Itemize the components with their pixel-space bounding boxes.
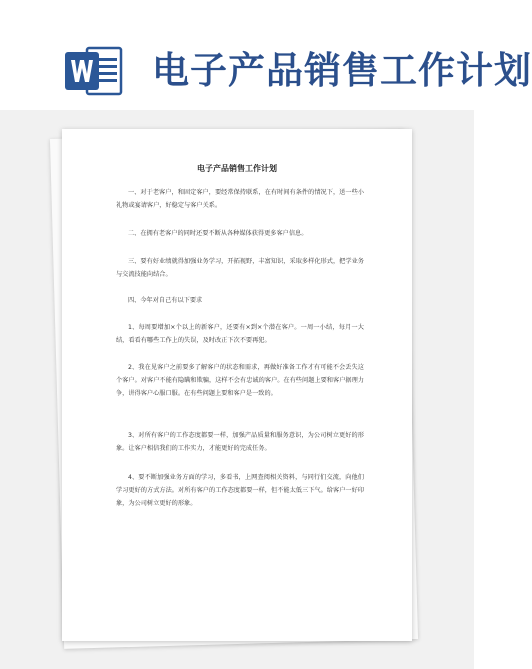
header-banner [0, 0, 532, 120]
banner-title: 电子产品销售工作计划 [152, 49, 532, 92]
paragraph-7: 3、对所有客户的工作态度都要一样，加强产品质量和服务意识，为公司树立更好的形象。让客户相信我们的工作实力，才能更好的完成任务。 [116, 432, 364, 452]
paragraph-8: 4、要不断加强业务方面的学习，多看书，上网查阅相关资料，与同行们交流，向他们学习更好的方式方法。对所有客户的工作态度都要一样，但不能太低三下气。给客户一好印象，为公司树立更好的形象。 [116, 474, 364, 507]
paragraph-3: 三、要有好业绩就得加强业务学习，开拓视野，丰富知识，采取多样化形式，把学业务与交流技能向结合。 [116, 258, 364, 278]
paragraph-6: 2、我在见客户之前要多了解客户的状态和需求，再做好准备工作才有可能不会丢失这个客户。对客户不能有隐瞒和欺骗，这样不会有忠诚的客户。在有些问题上要和客户据理力争，讲得客户心服口服。在有些问题上要和客户是一致的。 [116, 364, 364, 397]
paragraph-2: 二、在拥有老客户的同时还要不断从各种媒体获得更多客户信息。 [128, 230, 308, 237]
paragraph-4: 四、今年对自己有以下要求 [128, 297, 203, 304]
word-icon [63, 46, 123, 96]
document-title: 电子产品销售工作计划 [197, 164, 277, 173]
document-page [62, 129, 412, 641]
paragraph-5: 1、每周要增加×个以上的新客户，还要有×到×个潜在客户。一周一小结，每月一大结，看看有哪些工作上的失误，及时改正下次不要再犯。 [116, 324, 364, 344]
paragraph-1: 一、对于老客户，和固定客户，要经常保持联系，在有时间有条件的情况下，送一些小礼物或宴请客户，好稳定与客户关系。 [116, 189, 364, 209]
